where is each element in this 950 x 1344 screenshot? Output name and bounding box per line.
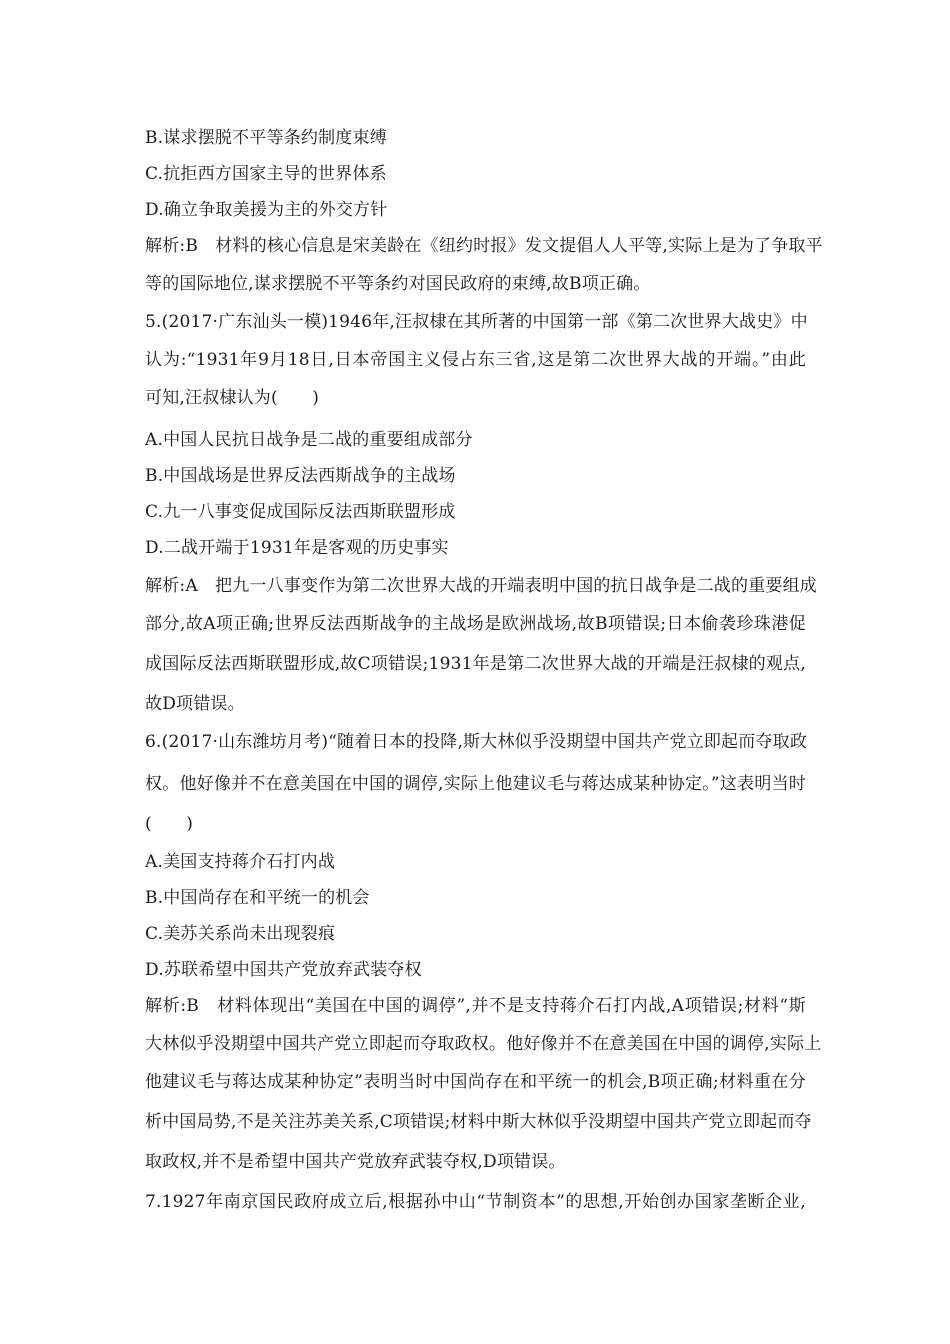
q6-option-d: D.苏联希望中国共产党放弃武装夺权 bbox=[145, 960, 422, 980]
q6-analysis-line: 大林似乎没期望中国共产党立即起而夺取政权。他好像并不在意美国在中国的调停,实际上 bbox=[145, 1034, 822, 1054]
q6-stem-line: 权。他好像并不在意美国在中国的调停,实际上他建议毛与蒋达成某种协定。”这表明当时 bbox=[145, 774, 806, 794]
q5-option-a: A.中国人民抗日战争是二战的重要组成部分 bbox=[145, 430, 473, 450]
q7-stem-line: 7.1927年南京国民政府成立后,根据孙中山“节制资本”的思想,开始创办国家垄断企业, bbox=[145, 1192, 806, 1212]
q5-option-c: C.九一八事变促成国际反法西斯联盟形成 bbox=[145, 502, 456, 522]
q6-analysis-line: 他建议毛与蒋达成某种协定”表明当时中国尚存在和平统一的机会,B项正确;材料重在分 bbox=[145, 1072, 806, 1092]
q6-analysis-line: 取政权,并不是希望中国共产党放弃武装夺权,D项错误。 bbox=[145, 1152, 566, 1172]
q6-option-a: A.美国支持蒋介石打内战 bbox=[145, 852, 336, 872]
q4-option-b: B.谋求摆脱不平等条约制度束缚 bbox=[145, 128, 387, 148]
q4-analysis-line: 等的国际地位,谋求摆脱不平等条约对国民政府的束缚,故B项正确。 bbox=[145, 274, 651, 294]
q5-analysis-line: 成国际反法西斯联盟形成,故C项错误;1931年是第二次世界大战的开端是汪叔棣的观点, bbox=[145, 654, 806, 674]
q4-option-d: D.确立争取美援为主的外交方针 bbox=[145, 200, 388, 220]
q5-analysis-line: 部分,故A项正确;世界反法西斯战争的主战场是欧洲战场,故B项错误;日本偷袭珍珠港促 bbox=[145, 614, 806, 634]
q4-analysis-line: 解析:B 材料的核心信息是宋美龄在《纽约时报》发文提倡人人平等,实际上是为了争取平 bbox=[145, 236, 823, 256]
q5-stem-line: 可知,汪叔棣认为( ) bbox=[145, 388, 320, 408]
q5-stem-line: 认为:“1931年9月18日,日本帝国主义侵占东三省,这是第二次世界大战的开端。”由此 bbox=[145, 350, 806, 370]
q5-analysis-line: 故D项错误。 bbox=[145, 694, 245, 714]
q4-option-c: C.抗拒西方国家主导的世界体系 bbox=[145, 164, 387, 184]
q6-analysis-line: 析中国局势,不是关注苏美关系,C项错误;材料中斯大林似乎没期望中国共产党立即起而夺 bbox=[145, 1112, 812, 1132]
q5-option-b: B.中国战场是世界反法西斯战争的主战场 bbox=[145, 466, 456, 486]
q6-stem-line: 6.(2017·山东潍坊月考)“随着日本的投降,斯大林似乎没期望中国共产党立即起而夺取政 bbox=[145, 732, 808, 752]
q6-analysis-line: 解析:B 材料体现出“美国在中国的调停”,并不是支持蒋介石打内战,A项错误;材料“斯 bbox=[145, 996, 806, 1016]
q5-option-d: D.二战开端于1931年是客观的历史事实 bbox=[145, 538, 449, 558]
q6-option-c: C.美苏关系尚未出现裂痕 bbox=[145, 924, 336, 944]
q5-analysis-line: 解析:A 把九一八事变作为第二次世界大战的开端表明中国的抗日战争是二战的重要组成 bbox=[145, 576, 818, 596]
q6-option-b: B.中国尚存在和平统一的机会 bbox=[145, 888, 370, 908]
q6-stem-line: ( ) bbox=[145, 814, 194, 834]
q5-stem-line: 5.(2017·广东汕头一模)1946年,汪叔棣在其所著的中国第一部《第二次世界大战史》中 bbox=[145, 312, 808, 332]
